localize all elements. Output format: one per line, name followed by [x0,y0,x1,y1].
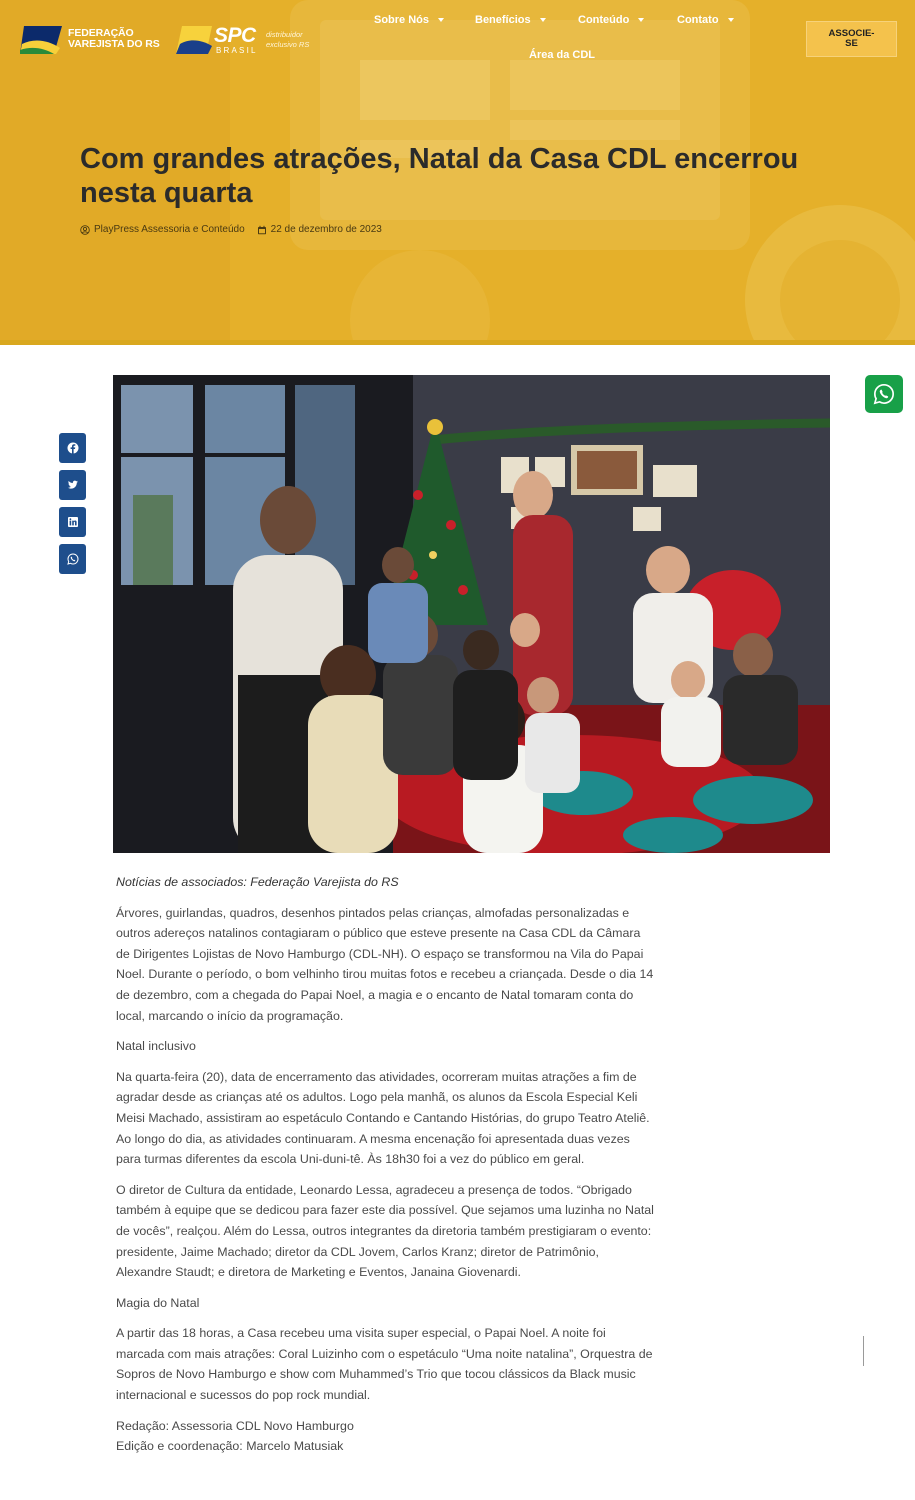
post-date: 22 de dezembro de 2023 [270,224,382,235]
article-caption: Notícias de associados: Federação Varejista do RS [116,875,399,889]
main-nav [0,14,915,34]
chevron-down-icon [728,18,734,22]
linkedin-icon [67,516,79,528]
article-paragraph: Árvores, guirlandas, quadros, desenhos pintados pelas crianças, almofadas personalizadas e outros adereços natalinos contagiaram o público que esteve presente na Casa CDL da Câmara de Dirigentes Lojistas de Novo Hamburgo (CDL-NH). O espaço se transformou na Vila do Papai Noel. Durante o período, o bom velhinho tirou muitas fotos e recebeu a criançada. Desde o dia 14 de dezembro, com a chegada do Papai Noel, a magia e o encanto de Natal tomaram conta do local, marcando o início da programação. [116,905,654,1023]
whatsapp-icon [67,553,79,565]
article-paragraph: A partir das 18 horas, a Casa recebeu uma visita super especial, o Papai Noel. A noite foi marcada com mais atrações: Coral Luizinho com o espetáculo “Uma noite natalina”, Orquestra de Sopros de Novo Hamburgo e show com Muhammed’s Trio que tocou clássicos da Black music internacional e sucessos do pop rock mundial. [116,1326,653,1403]
twitter-icon [67,479,79,491]
user-circle-icon [80,225,90,235]
federacao-logo-line2: VAREJISTA DO RS [68,38,160,50]
nav-item-beneficios[interactable] [475,14,546,26]
share-linkedin-button[interactable] [59,507,86,537]
article-subheading: Natal inclusivo [116,1039,196,1054]
article-paragraph: Na quarta-feira (20), data de encerramento das atividades, ocorreram muitas atrações a fim de agradar desde as crianças até os adultos. Logo pela manhã, os alunos da Escola Especial Keli Meisi Machado, assistiram ao espetáculo Contando e Cantando Histórias, do grupo Teatro Ateliê. Ao longo do dia, as atividades continuaram. A mesma encenação foi apresentada duas vezes para turmas diferentes da escola Uni-duni-tê. Às 18h30 foi a vez do público em geral. [116,1069,650,1167]
nav-item-label: Conteúdo [578,14,630,26]
article-credit-redacao: Redação: Assessoria CDL Novo Hamburgo [116,1418,354,1433]
share-facebook-button[interactable] [59,433,86,463]
nav-item-conteudo[interactable] [578,14,644,26]
spc-distribuidor-line2: exclusivo RS [266,40,310,49]
article-credits [116,1416,656,1457]
calendar-icon [257,225,267,235]
share-whatsapp-button[interactable] [59,544,86,574]
federacao-logo-line1: FEDERAÇÃO [68,27,134,39]
share-buttons [59,433,86,581]
post-author[interactable]: PlayPress Assessoria e Conteúdo [94,224,245,235]
spc-logo-subtext: BRASIL [216,46,258,55]
facebook-icon [67,442,79,454]
whatsapp-float-button[interactable] [865,375,903,413]
article-credit-edicao: Edição e coordenação: Marcelo Matusiak [116,1439,344,1454]
post-meta [80,224,382,235]
chevron-down-icon [540,18,546,22]
article-paragraph: O diretor de Cultura da entidade, Leonardo Lessa, agradeceu a presença de todos. “Obrigado também à equipe que se dedicou para fazer este dia possível. Que sejamos uma luzinha no Natal de vocês”, realçou. Além do Lessa, outros integrantes da diretoria também prestigiaram o evento: presidente, Jaime Machado; diretor da CDL Jovem, Carlos Kranz; diretor de Patrimônio, Alexandre Staudt; e diretora de Marketing e Eventos, Janaina Giovenardi. [116,1182,654,1280]
chevron-down-icon [438,18,444,22]
spc-logo-text: SPC [214,24,256,47]
article-subheading: Magia do Natal [116,1295,200,1310]
article-body [116,872,656,1457]
nav-item-area-da-cdl[interactable]: Área da CDL [529,49,596,61]
spc-distribuidor-line1: distribuidor [266,30,303,39]
hero-banner [0,0,915,345]
chevron-down-icon [638,18,644,22]
article-featured-photo [113,375,830,853]
page-title: Com grandes atrações, Natal da Casa CDL encerrou nesta quarta [80,143,799,209]
scroll-indicator [863,1336,864,1366]
nav-item-contato[interactable] [677,14,734,26]
whatsapp-icon [873,383,895,405]
nav-item-label: Benefícios [475,14,531,26]
associe-se-button[interactable] [806,21,897,57]
share-twitter-button[interactable] [59,470,86,500]
nav-item-label: Sobre Nós [374,14,430,26]
associe-se-line2: SE [845,38,858,49]
nav-item-label: Contato [677,14,719,26]
associe-se-line1: ASSOCIE- [828,28,875,39]
hero-bottom-edge [0,340,915,345]
nav-item-sobre-nos[interactable] [374,14,444,26]
